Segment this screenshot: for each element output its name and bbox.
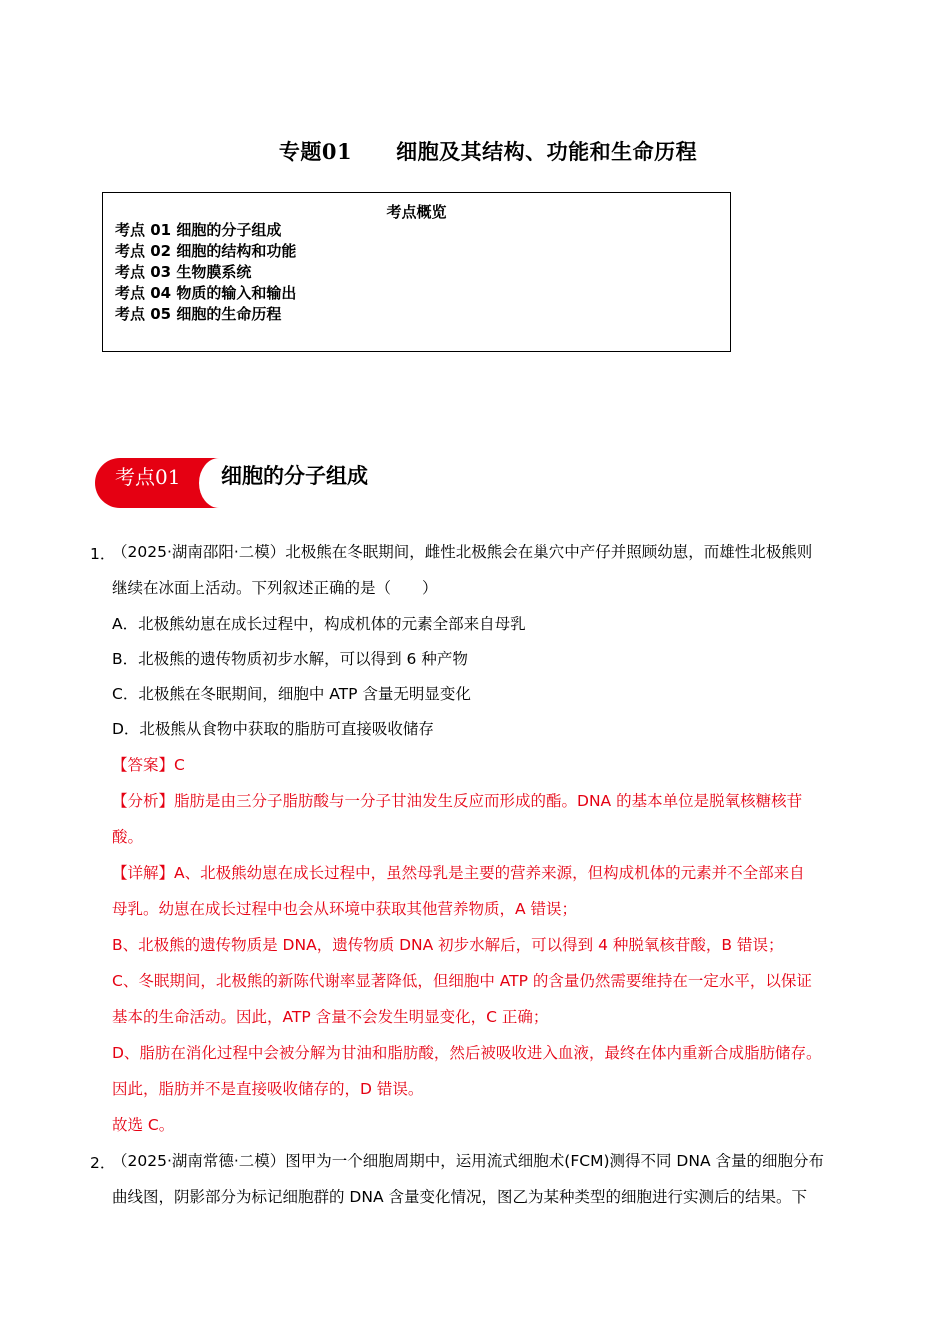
option-c: C．北极熊在冬眠期间，细胞中 ATP 含量无明显变化 — [112, 685, 471, 703]
answer: 【答案】C — [112, 756, 185, 774]
title-prefix: 专题01 — [278, 139, 353, 164]
analysis-line: 【分析】脂肪是由三分子脂肪酸与一分子甘油发生反应而形成的酯。DNA 的基本单位是脱氧核糖核苷 — [112, 792, 803, 810]
option-d: D．北极熊从食物中获取的脂肪可直接吸收储存 — [112, 720, 434, 738]
detail-line: C、冬眠期间，北极熊的新陈代谢率显著降低，但细胞中 ATP 的含量仍然需要维持在一定水平，以保证 — [112, 972, 812, 990]
overview-item: 考点 04 物质的输入和输出 — [115, 284, 297, 302]
question-stem-line: 继续在冰面上活动。下列叙述正确的是（ ） — [112, 579, 438, 597]
analysis-line: 酸。 — [112, 828, 144, 846]
section-title: 细胞的分子组成 — [221, 464, 368, 488]
question-stem-line: （2025·湖南常德·二模）图甲为一个细胞周期中，运用流式细胞术(FCM)测得不同 DNA 含量的细胞分布 — [112, 1152, 824, 1170]
overview-item: 考点 01 细胞的分子组成 — [115, 221, 282, 239]
overview-item: 考点 03 生物膜系统 — [115, 263, 252, 281]
question-number: 2． — [90, 1154, 116, 1172]
page-title — [0, 136, 950, 166]
question-stem-line: （2025·湖南邵阳·二模）北极熊在冬眠期间，雌性北极熊会在巢穴中产仔并照顾幼崽，而雄性北极熊则 — [112, 543, 813, 561]
detail-line: 因此，脂肪并不是直接吸收储存的，D 错误。 — [112, 1080, 424, 1098]
overview-item: 考点 02 细胞的结构和功能 — [115, 242, 297, 260]
detail-line: 【详解】A、北极熊幼崽在成长过程中，虽然母乳是主要的营养来源，但构成机体的元素并不全部来自 — [112, 864, 805, 882]
question-stem-line: 曲线图，阴影部分为标记细胞群的 DNA 含量变化情况，图乙为某种类型的细胞进行实测后的结果。下 — [112, 1188, 807, 1206]
question-number: 1． — [90, 545, 116, 563]
detail-line: 母乳。幼崽在成长过程中也会从环境中获取其他营养物质，A 错误； — [112, 900, 578, 918]
overview-list — [115, 220, 296, 325]
detail-line: B、北极熊的遗传物质是 DNA，遗传物质 DNA 初步水解后，可以得到 4 种脱氧核苷酸，B 错误； — [112, 936, 784, 954]
section-badge-label: 考点01 — [115, 465, 181, 489]
overview-item: 考点 05 细胞的生命历程 — [115, 305, 282, 323]
title-main: 细胞及其结构、功能和生命历程 — [396, 139, 698, 164]
overview-title: 考点概览 — [386, 203, 447, 221]
section-header — [95, 458, 495, 510]
detail-line: 基本的生命活动。因此，ATP 含量不会发生明显变化，C 正确； — [112, 1008, 549, 1026]
detail-line: D、脂肪在消化过程中会被分解为甘油和脂肪酸，然后被吸收进入血液，最终在体内重新合成脂肪储存。 — [112, 1044, 822, 1062]
overview-box — [102, 192, 731, 352]
option-a: A．北极熊幼崽在成长过程中，构成机体的元素全部来自母乳 — [112, 615, 526, 633]
option-b: B．北极熊的遗传物质初步水解，可以得到 6 种产物 — [112, 650, 468, 668]
detail-line: 故选 C。 — [112, 1116, 175, 1134]
